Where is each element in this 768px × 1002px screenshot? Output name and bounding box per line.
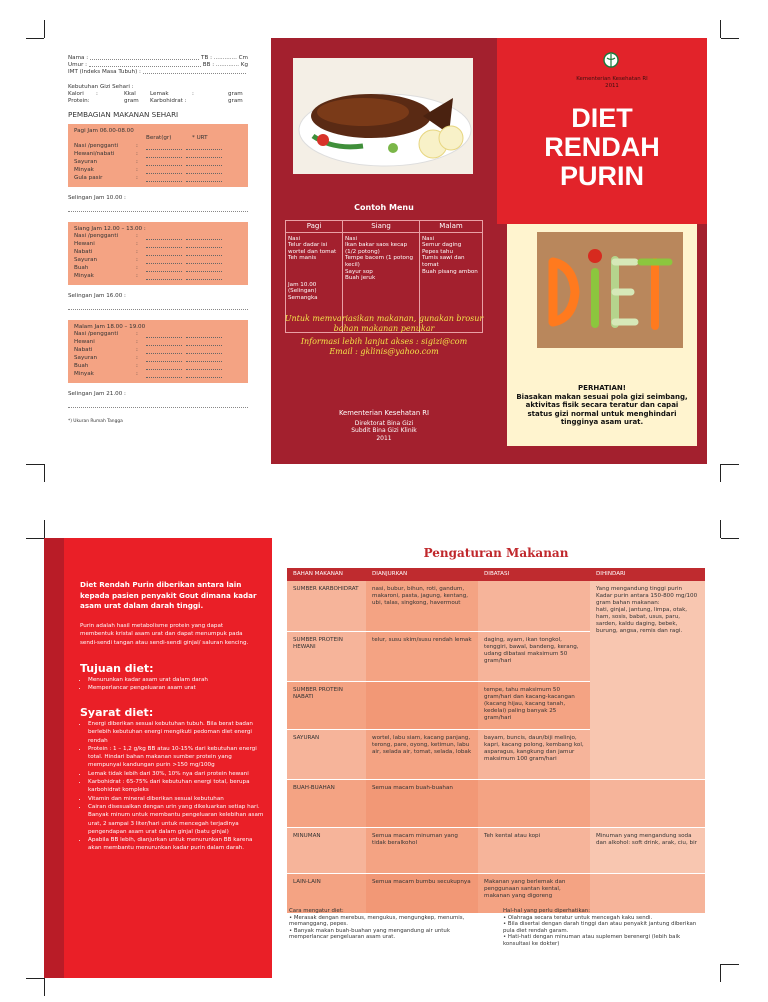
cell-bahan: SUMBER KARBOHIDRAT [287, 581, 366, 631]
table-title: Pengaturan Makanan [423, 546, 569, 560]
crop-mark [721, 964, 739, 965]
cover-title-line: RENDAH [544, 132, 660, 162]
cell-dihindari: Minuman yang mengandung soda dan alkohol: soft drink, arak, ciu, bir [590, 827, 705, 873]
meal-row: Hewani/nabati : [74, 151, 242, 159]
crop-mark [26, 978, 44, 979]
hal-item: • Bila disertai dengan darah tinggi dan atau penyakit jantung diberikan pula diet rendah garam. [503, 921, 697, 934]
meal-row: Nabati : [74, 347, 242, 355]
meal-row: Nabati : [74, 249, 242, 257]
cara-item-text: Merasak dengan merebus, mengukus, mengungkep, menumis, memanggang, pepes. [289, 914, 465, 928]
meal-row: Gula pasir : [74, 175, 242, 183]
cell-dianjurkan: Semua macam buah-buahan [366, 779, 478, 827]
crop-mark [721, 538, 739, 539]
cell-bahan: MINUMAN [287, 827, 366, 873]
crop-mark [721, 464, 739, 465]
cell-dianjurkan: Semua macam bumbu secukupnya [366, 873, 478, 913]
cell-dibatasi: tempe, tahu maksimum 50 gram/hari dan kacang-kacangan (kacang hijau, kacang tanah, kedelai) paling banyak 25 gram/hari [478, 681, 590, 729]
table-row [287, 581, 705, 631]
crop-mark [44, 520, 45, 538]
crop-mark [44, 20, 45, 38]
table-row [287, 779, 705, 827]
grilled-fish-image [293, 58, 473, 174]
meal-row: Minyak : [74, 371, 242, 379]
field-umur[interactable] [89, 62, 201, 67]
menu-title: Contoh Menu [354, 203, 414, 212]
cell-dianjurkan: nasi, bubur, bihun, roti, gandum, makaroni, pasta, jagung, kentang, ubi, talas, singkong, havermout [366, 581, 478, 631]
label-gram: gram [228, 98, 243, 104]
intro-text: Diet Rendah Purin diberikan antara lain kepada pasien penyakit Gout dimana kadar asam urat dalam darah tinggi. [80, 580, 257, 610]
label-umur: Umur : [68, 62, 88, 68]
hal-perhatian [503, 908, 703, 948]
tujuan-item: • Memperlancar pengeluaran asam urat [88, 684, 266, 692]
note-info: Informasi lebih lanjut akses : sigizi@com [300, 337, 468, 346]
col-dibatasi: DIBATASI [478, 568, 590, 581]
cell-bahan: LAIN-LAIN [287, 873, 366, 913]
meal-siang [68, 222, 248, 285]
cell-dianjurkan: Semua macam minuman yang tidak beralkohol [366, 827, 478, 873]
syarat-item: • Cairan disesuaikan dengan urin yang dikeluarkan setiap hari. Banyak minum untuk membantu pengeluaran kelebihan asam urat, 2 sampai 3 liter/hari untuk mencegah terjadinya pengendapan asam urat dalam ginjal (batu ginjal) [88, 803, 266, 836]
hal-title: Hal-hal yang perlu diperhatikan: [503, 908, 591, 914]
menu-malam: Nasi Semur daging Pepes tahu Tumis sawi dan tomat Buah pisang ambon [420, 232, 483, 332]
panel-strip [44, 538, 64, 978]
label-protein: Protein: [68, 98, 90, 104]
ministry-name: Kementerian Kesehatan RI [338, 409, 430, 417]
meal-row: Nasi /pengganti : [74, 233, 242, 241]
footnote: *) Ukuran Rumah Tangga [68, 419, 123, 424]
label-nama: Nama : [68, 55, 89, 61]
table-row [287, 827, 705, 873]
meal-row: Nasi /pengganti : [74, 143, 242, 151]
ministry-logo-icon [603, 52, 619, 72]
cell-dibatasi: Teh kental atau kopi [478, 827, 590, 873]
meal-pagi [68, 124, 248, 187]
syarat-item: • Protein : 1 – 1,2 g/kg BB atau 10-15% dari kebutuhan energi total. Hindari bahan makanan sumber protein yang mempunyai kandungan purin >150 mg/100g [88, 745, 266, 770]
cara-item: • Merasak dengan merebus, mengukus, mengungkep, menumis, memanggang, pepes. [289, 914, 465, 928]
crop-mark [720, 520, 721, 538]
cara-mengatur [289, 908, 489, 941]
menu-panel [271, 38, 497, 464]
cara-item-text: Banyak makan buah-buahan yang mengandung air untuk memperlancar pengeluaran asam urat. [289, 927, 450, 941]
cell-dibatasi: daging, ayam, ikan tongkol, tenggiri, bawal, bandeng, kerang, udang dibatasi maksimum 50 gram/hari [478, 631, 590, 681]
field-nama[interactable] [90, 55, 199, 60]
meal-malam [68, 320, 248, 383]
cover-cream-box [507, 224, 697, 446]
cover-title-line: PURIN [559, 161, 644, 191]
meal-row: Nasi /pengganti : [74, 331, 242, 339]
field-imt[interactable] [143, 69, 246, 74]
form-heading: PEMBAGIAN MAKANAN SEHARI [68, 110, 179, 119]
cell-dihindari: Yang mengandung tinggi purin Kadar purin antara 150-800 mg/100 gram bahan makanan: hati, ginjal, jantung, limpa, otak, ham, sosis, babat, usus, paru, sarden, kaldu daging, bebek, burung, angsa, remis dan ragi. [590, 581, 705, 779]
cara-title: Cara mengatur diet: [289, 908, 344, 914]
menu-col-siang: Siang [343, 221, 420, 233]
note-variasi: Untuk memvariasikan makanan, gunakan brosur bahan makanan penukar [284, 314, 484, 333]
cell-dibatasi: Makanan yang berlemak dan penggunaan santan kental, makanan yang digoreng [478, 873, 590, 913]
col-bahan: BAHAN MAKANAN [287, 568, 366, 581]
selingan-10: Selingan Jam 10.00 : [68, 195, 248, 212]
cover-title [497, 104, 707, 191]
label-imt: IMT (Indeks Masa Tubuh) : [68, 69, 141, 75]
hal-item: • Olahraga secara teratur untuk mencegah kaku sendi. [503, 914, 653, 921]
syarat-item: • Vitamin dan mineral diberikan sesuai kebutuhan [88, 795, 266, 803]
cara-item: • Banyak makan buah-buahan yang mengandung air untuk memperlancar pengeluaran asam urat. [289, 927, 450, 941]
cell-bahan: SUMBER PROTEIN NABATI [287, 681, 366, 729]
syarat-item: • Energi diberikan sesuai kebutuhan tubuh. Bila berat badan berlebih kebutuhan energi mengikuti pedoman diet energi rendah [88, 720, 266, 745]
meal-title: Pagi Jam 06.00-08.00 [74, 128, 134, 134]
hal-item: • Hati-hati dengan minuman atau suplemen berenergi (lebih baik konsultasi ke dokter) [503, 934, 681, 947]
meal-title: Siang Jam 12.00 – 13.00 : [74, 226, 146, 232]
syarat-item: • Lemak tidak lebih dari 30%, 10% nya dari protein hewani [88, 770, 266, 778]
selingan-16: Selingan Jam 16.00 : [68, 293, 248, 310]
cell-dianjurkan: wortel, labu siam, kacang panjang, terong, pare, oyong, ketimun, labu air, selada air, tomat, selada, lobak [366, 729, 478, 779]
cell-dibatasi [478, 779, 590, 827]
label-gram: gram [124, 98, 139, 104]
info-panel [44, 538, 272, 978]
nutrition-form: Nama : TB : ............. Cm Umur : BB : ............. Kg IMT (Indeks Masa Tubuh) : Kebutuhan Gizi Sehari : Kalori : Kkal Lemak : gram Protein: gram Karbohidrat : gram PEMBAGIAN MAKANAN SEHARI Pagi Jam 06.00-08.00 Berat(gr) * URT Nasi /pengganti : Hewani/nabati : Sayuran : Minyak : Gula pasir : Selingan Jam 10.00 : Siang Jam 12.00 – 13.00 : Nasi /pengganti : Hewani : Nabati : Sayuran : Buah : Minyak : Selingan Jam 16.00 : Malam Jam 18.00 – 19.00 Nasi /pengganti : Hewani : Nabati : Sayuran : Buah : Minyak : Selingan Jam 21.00 : *) Ukuran Rumah Tangga [68, 55, 248, 424]
syarat-list [80, 720, 266, 853]
cover-panel [497, 38, 707, 464]
meal-row: Buah : [74, 363, 242, 371]
label-gram: gram [228, 91, 243, 97]
diet-vegetables-image [537, 232, 683, 348]
meal-row: Sayuran : [74, 257, 242, 265]
meal-row: Buah : [74, 265, 242, 273]
table-header-row [287, 568, 705, 581]
selingan-21: Selingan Jam 21.00 : [68, 391, 248, 408]
meal-row: Minyak : [74, 273, 242, 281]
notice-title: PERHATIAN! [578, 384, 626, 392]
subdit: Subdit Bina Gizi Klinik [351, 427, 417, 434]
label-kkal: Kkal [124, 91, 136, 97]
crop-mark [26, 464, 44, 465]
col-dianjurkan: DIANJURKAN [366, 568, 478, 581]
cell-dibatasi [478, 581, 590, 631]
tujuan-list [80, 676, 266, 693]
year: 2011 [376, 435, 392, 442]
cell-dianjurkan [366, 681, 478, 729]
cell-dihindari [590, 873, 705, 913]
label-bb: BB : ............. Kg [202, 62, 248, 68]
label-berat: Berat(gr) [146, 135, 172, 141]
meal-row: Minyak : [74, 167, 242, 175]
meal-row: Hewani : [74, 241, 242, 249]
cell-dianjurkan: telur, susu skim/susu rendah lemak [366, 631, 478, 681]
crop-mark [26, 38, 44, 39]
cell-bahan: BUAH-BUAHAN [287, 779, 366, 827]
directorate: Direktorat Bina Gizi [354, 420, 414, 427]
syarat-item: • Apabila BB lebih, dianjurkan untuk menurunkan BB karena akan membantu menurunkan kadar purin dalam darah. [88, 836, 266, 853]
menu-pagi: Nasi Telur dadar isi wortel dan tomat Teh manis Jam 10.00 (Selingan) Semangka [286, 232, 343, 332]
crop-mark [44, 978, 45, 996]
meal-title: Malam Jam 18.00 – 19.00 [74, 324, 146, 330]
cover-title-line: DIET [571, 103, 633, 133]
tujuan-item: • Menurunkan kadar asam urat dalam darah [88, 676, 266, 684]
label-lemak: Lemak [150, 91, 169, 97]
cell-dihindari [590, 779, 705, 827]
hal-item-text: Hati-hati dengan minuman atau suplemen berenergi (lebih baik konsultasi ke dokter) [503, 934, 681, 947]
cell-bahan: SAYURAN [287, 729, 366, 779]
label-urt: * URT [192, 135, 208, 141]
menu-col-pagi: Pagi [286, 221, 343, 233]
note-email: Email : gklinis@yahoo.com [329, 347, 439, 356]
cell-dibatasi: bayam, buncis, daun/biji melinjo, kapri, kacang polong, kembang kol, asparagus, kangkung dan jamur maksimum 100 gram/hari [478, 729, 590, 779]
hal-item-text: Bila disertai dengan darah tinggi dan atau penyakit jantung diberikan pula diet rendah garam. [503, 921, 697, 934]
menu-col-malam: Malam [420, 221, 483, 233]
purin-text: Purin adalah hasil metabolisme protein yang dapat membentuk kristal asam urat dan dapat menumpuk pada sendi-sendi tangan atau sendi-sendi ginjal/ saluran kencing. [80, 623, 249, 646]
label-kalori: Kalori [68, 91, 84, 97]
crop-mark [44, 464, 45, 482]
hal-item-text: Olahraga secara teratur untuk mencegah kaku sendi. [507, 914, 653, 921]
cell-bahan: SUMBER PROTEIN HEWANI [287, 631, 366, 681]
label-kebutuhan: Kebutuhan Gizi Sehari : [68, 84, 134, 90]
meal-row: Sayuran : [74, 159, 242, 167]
crop-mark [720, 20, 721, 38]
cover-year: 2011 [605, 83, 619, 89]
syarat-item: • Karbohidrat : 65-75% dari kebutuhan energi total, berupa karbohidrat kompleks [88, 778, 266, 795]
col-dihindari: DIHINDARI [590, 568, 705, 581]
syarat-heading: Syarat diet: [80, 706, 154, 719]
cover-ministry: Kementerian Kesehatan RI [576, 76, 648, 82]
crop-mark [720, 964, 721, 982]
crop-mark [26, 538, 44, 539]
meal-row: Sayuran : [74, 355, 242, 363]
food-table [287, 568, 705, 914]
crop-mark [720, 464, 721, 482]
crop-mark [721, 38, 739, 39]
label-tb: TB : ............. Cm [201, 55, 248, 61]
label-karbohidrat: Karbohidrat : [150, 98, 187, 104]
tujuan-heading: Tujuan diet: [80, 662, 154, 675]
menu-siang: Nasi Ikan bakar saos kecap (1/2 potong) Tempe bacem (1 potong kecil) Sayur sop Buah jeruk [343, 232, 420, 332]
notice-text: Biasakan makan sesuai pola gizi seimbang, aktivitas fisik secara teratur dan capai status gizi normal untuk menghindari tingginya asam urat. [516, 393, 688, 427]
table-row [287, 873, 705, 913]
meal-row: Hewani : [74, 339, 242, 347]
